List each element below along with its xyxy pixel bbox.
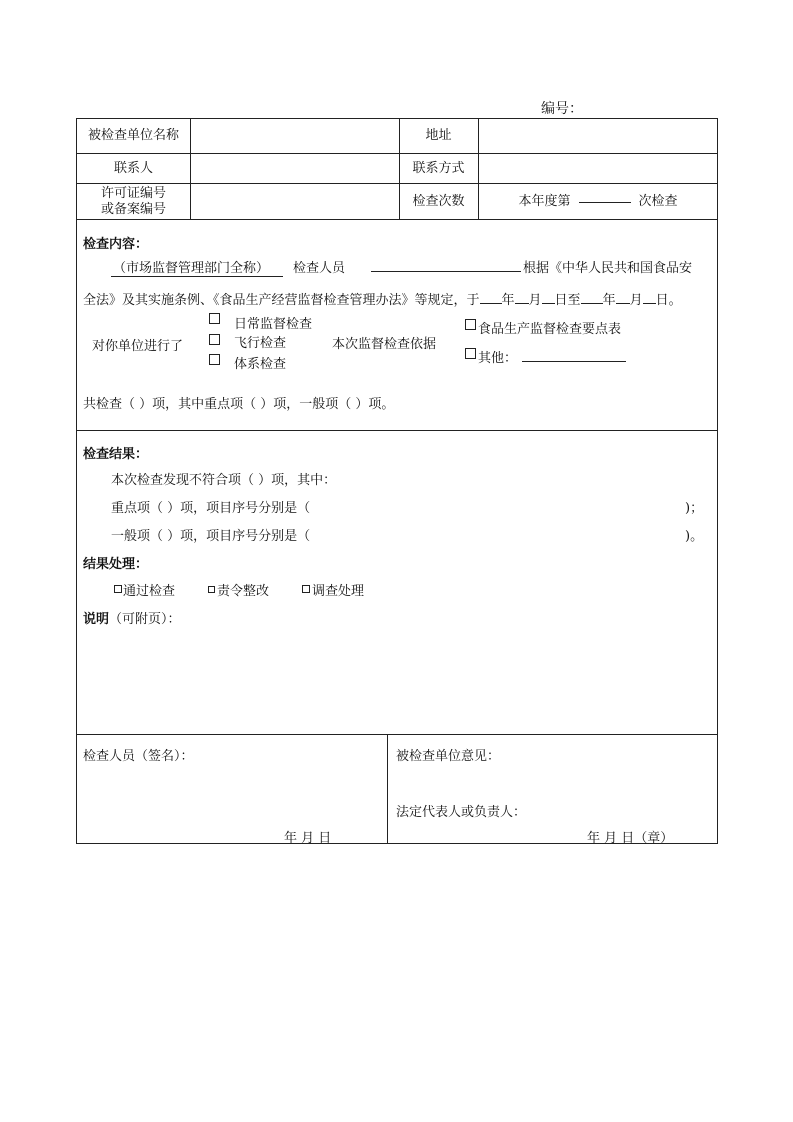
month-blank-1[interactable] — [515, 302, 529, 304]
contact-method-label: 联系方式 — [412, 160, 465, 176]
contact-label: 联系人 — [113, 160, 153, 176]
unit-name-field[interactable] — [191, 119, 399, 153]
year-blank-2[interactable] — [581, 302, 603, 304]
serial-number-label: 编号： — [541, 101, 583, 117]
section-divider — [77, 430, 717, 431]
inspector-label: 检查人员 — [293, 261, 346, 276]
total-items-line: 共检查（ ）项，其中重点项（ ）项，一般项（ ）项。 — [83, 397, 395, 412]
flight-inspection-label: 飞行检查 — [234, 336, 287, 351]
month-label-1: 月 — [528, 293, 542, 308]
address-field[interactable] — [479, 119, 717, 153]
notes-heading: 说明 — [83, 612, 110, 627]
content-heading: 检查内容： — [83, 237, 149, 252]
performed-label: 对你单位进行了 — [92, 339, 184, 354]
other-basis-label: 其他： — [478, 351, 518, 366]
handling-heading: 结果处理： — [83, 557, 149, 572]
address-label: 地址 — [425, 128, 452, 143]
notes-line — [83, 608, 181, 627]
key-items-line: 重点项（ ）项，项目序号分别是（ — [111, 501, 311, 516]
general-items-line: 一般项（ ）项，项目序号分别是（ — [111, 529, 311, 544]
investigate-label: 调查处理 — [312, 584, 365, 599]
month-blank-2[interactable] — [616, 302, 630, 304]
day-blank-1[interactable] — [542, 302, 555, 304]
checklist-basis-label: 食品生产监督检查要点表 — [478, 322, 622, 337]
rectify-label: 责令整改 — [217, 584, 270, 599]
contact-field[interactable] — [191, 154, 399, 183]
inspection-count-prefix: 本年度第 — [518, 193, 571, 209]
license-field[interactable] — [191, 184, 399, 219]
basis-label: 本次监督检查依据 — [332, 337, 437, 352]
basis-text-1: 根据《中华人民共和国食品安 — [523, 261, 693, 276]
basis-text-2: 全法》及其实施条例、《食品生产经营监督检查管理办法》等规定，于 — [83, 293, 480, 308]
authority-line — [111, 257, 345, 276]
system-inspection-checkbox[interactable] — [209, 354, 220, 365]
routine-inspection-label: 日常监督检查 — [234, 317, 313, 332]
license-label — [77, 184, 190, 219]
inspector-sign-date: 年 月 日 — [284, 831, 332, 846]
inspection-count-suffix: 次检查 — [638, 193, 678, 209]
general-items-close: )。 — [685, 529, 704, 544]
notes-hint: （可附页）： — [109, 612, 181, 627]
signature-divider — [387, 734, 388, 844]
inspection-count-cell — [479, 184, 717, 219]
system-inspection-label: 体系检查 — [234, 357, 287, 372]
authority-name: （市场监督管理部门全称） — [111, 261, 283, 277]
year-blank-1[interactable] — [480, 302, 502, 304]
other-basis-blank[interactable] — [522, 361, 626, 362]
checklist-basis-checkbox[interactable] — [465, 319, 476, 330]
unit-opinion-label: 被检查单位意见： — [396, 749, 501, 764]
basis-date-line — [83, 289, 682, 308]
result-heading: 检查结果： — [83, 447, 149, 462]
key-items-close: )； — [685, 501, 704, 516]
day-blank-2[interactable] — [643, 302, 656, 304]
day-label-2: 日。 — [655, 293, 682, 308]
unit-name-label: 被检查单位名称 — [87, 128, 179, 143]
investigate-checkbox[interactable] — [302, 585, 310, 593]
inspector-signature-label: 检查人员（签名）： — [83, 749, 194, 764]
contact-method-field[interactable] — [479, 154, 717, 183]
inspection-count-label: 检查次数 — [412, 193, 465, 209]
pass-label: 通过检查 — [123, 584, 176, 599]
inspection-count-blank[interactable] — [579, 201, 631, 203]
other-basis-checkbox[interactable] — [465, 348, 476, 359]
inspection-form — [76, 118, 718, 844]
year-label-2: 年 — [602, 293, 616, 308]
row-divider — [77, 219, 717, 220]
pass-checkbox[interactable] — [114, 585, 122, 593]
nonconform-line: 本次检查发现不符合项（ ）项，其中： — [111, 473, 337, 488]
legal-representative-label: 法定代表人或负责人： — [396, 805, 527, 820]
rectify-checkbox[interactable] — [208, 586, 215, 593]
license-label-line2: 或备案编号 — [100, 201, 166, 217]
routine-inspection-checkbox[interactable] — [209, 313, 220, 324]
section-divider — [77, 734, 717, 735]
month-label-2: 月 — [629, 293, 643, 308]
inspector-blank[interactable] — [371, 271, 521, 272]
year-label-1: 年 — [501, 293, 515, 308]
unit-sign-date: 年 月 日（章） — [587, 831, 674, 846]
day-to-label: 日至 — [554, 293, 581, 308]
license-label-line1: 许可证编号 — [100, 185, 166, 201]
flight-inspection-checkbox[interactable] — [209, 334, 220, 345]
